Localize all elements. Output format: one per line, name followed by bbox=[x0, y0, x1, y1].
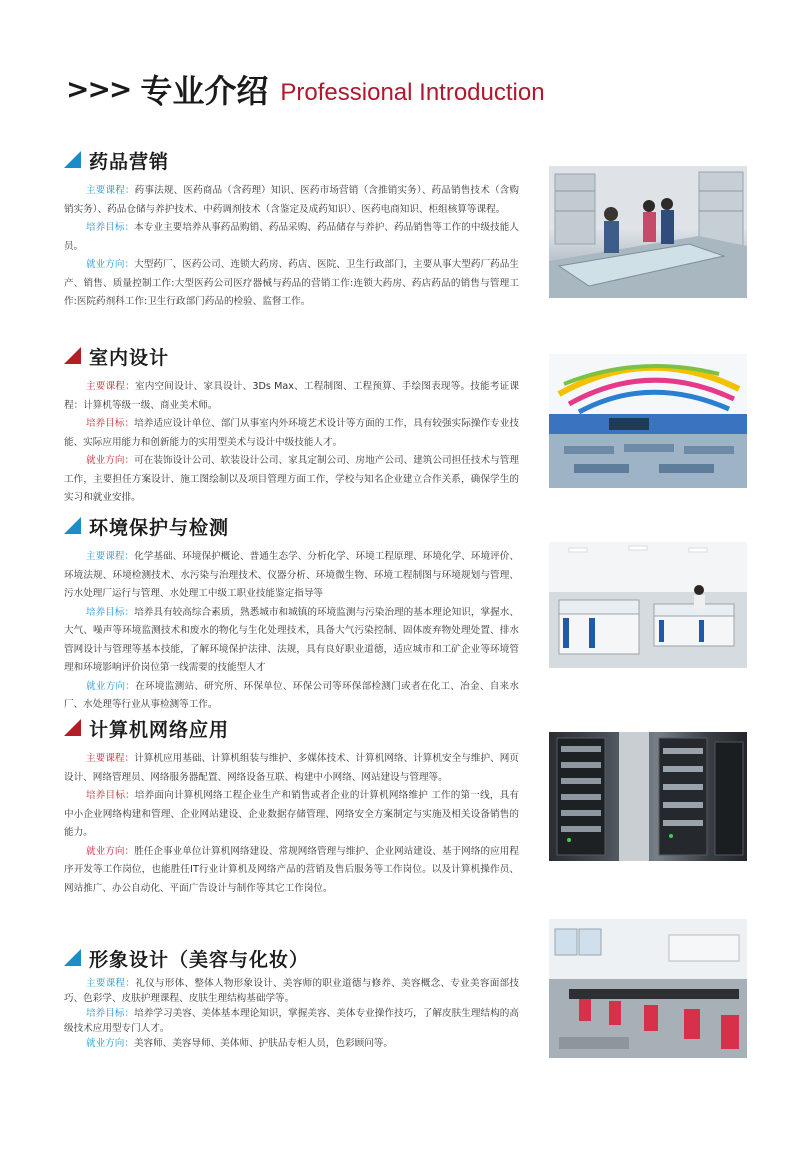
header-arrows: >>> bbox=[66, 72, 131, 106]
goal-paragraph bbox=[64, 604, 519, 678]
career-paragraph bbox=[64, 678, 519, 715]
section-marker-icon bbox=[64, 517, 81, 534]
course-label: 主要课程： bbox=[86, 185, 135, 196]
career-text: 胜任企事业单位计算机网络建设、常规网络管理与维护、企业网站建设、基于网络的应用程序开发等工作岗位，也能胜任IT行业计算机及网络产品的营销及售后服务等工作岗位。以及计算机操作员、网站推广、办公自动化、平面广告设计与制作等其它工作岗位。 bbox=[64, 845, 520, 894]
environment-lab-photo bbox=[549, 542, 747, 668]
course-text: 药事法规、医药商品（含药理）知识、医药市场营销（含推销实务）、药品销售技术（含购销实务）、药品仓储与养护技术、中药调剂技术（含鉴定及成药知识）、医药电商知识、柜组核算等课程。 bbox=[64, 185, 520, 215]
goal-paragraph bbox=[64, 1006, 519, 1036]
goal-text: 培养适应设计单位、部门从事室内外环境艺术设计等方面的工作，具有较强实际操作专业技能、实际应用能力和创新能力的实用型美术与设计中级技能人才。 bbox=[64, 418, 520, 448]
section-marker-icon bbox=[64, 151, 81, 168]
section-title-row bbox=[64, 146, 519, 174]
beauty-scene-image bbox=[549, 919, 747, 1058]
career-paragraph bbox=[64, 452, 519, 508]
course-paragraph bbox=[64, 976, 519, 1006]
goal-label: 培养目标： bbox=[86, 606, 135, 618]
lab-scene-image bbox=[549, 542, 747, 668]
page-header bbox=[66, 66, 545, 114]
course-label: 主要课程： bbox=[86, 381, 135, 392]
goal-text: 本专业主要培养从事药品购销、药品采购、药品储存与养护、药品销售等工作的中级技能人员。 bbox=[64, 222, 520, 252]
goal-text: 培养面向计算机网络工程企业生产和销售或者企业的计算机网络维护 工作的第一线，具有中小企业网络构建和管理、企业网站建设、企业数据存储管理、网络安全方案制定与实施及相关设备销售的能力。 bbox=[64, 790, 519, 838]
course-label: 主要课程： bbox=[86, 753, 135, 764]
design-classroom-photo bbox=[549, 354, 747, 488]
career-paragraph bbox=[64, 256, 519, 312]
section-title-row bbox=[64, 714, 519, 742]
career-paragraph bbox=[64, 843, 519, 899]
beauty-classroom-photo bbox=[549, 919, 747, 1058]
course-text: 礼仪与形体、整体人物形象设计、美容师的职业道德与修养、美容概念、专业美容面部技巧、色彩学、皮肤护理课程、皮肤生理结构基础学等。 bbox=[64, 978, 519, 1004]
career-label: 就业方向： bbox=[86, 845, 135, 857]
section-image-design bbox=[64, 944, 519, 1051]
career-text: 在环境监测站、研究所、环保单位、环保公司等环保部检测门或者在化工、冶金、自来水厂、水处理等行业从事检测等工作。 bbox=[64, 680, 519, 710]
section-title-row bbox=[64, 512, 519, 540]
goal-label: 培养目标： bbox=[86, 1008, 135, 1019]
section-marker-icon bbox=[64, 719, 81, 736]
career-text: 大型药厂、医药公司、连锁大药房、药店、医院、卫生行政部门，主要从事大型药厂药品生产、销售、质量控制工作:大型医药公司医疗器械与药品的营销工作:连锁大药房、药店药品的销售与管理工作:医院药剂科工作:卫生行政部门药品的检验、监督工作。 bbox=[64, 259, 520, 307]
section-marker-icon bbox=[64, 347, 81, 364]
section-title: 药品营销 bbox=[89, 150, 170, 173]
goal-label: 培养目标： bbox=[86, 418, 135, 429]
section-title-row bbox=[64, 944, 519, 972]
goal-text: 培养具有较高综合素质，熟悉城市和城镇的环境监测与污染治理的基本理论知识，掌握水、大气、噪声等环境监测技术和废水的物化与生化处理技术，具备大气污染控制、固体废弃物处理处置、排水管网设计与管理等基本技能，了解环境保护法律、法规，具有良好职业道德，适应城市和工矿企业等环境管理和环境影响评价岗位第一线需要的技能型人才 bbox=[64, 606, 520, 673]
section-title: 计算机网络应用 bbox=[89, 718, 230, 741]
course-label: 主要课程： bbox=[86, 551, 135, 562]
career-text: 可在装饰设计公司、软装设计公司、家具定制公司、房地产公司、建筑公司担任技术与管理工作，主要担任方案设计、施工图绘制以及项目管理方面工作，学校与知名企业建立合作关系，确保学生的实习和就业安排。 bbox=[64, 455, 520, 503]
section-computer-network bbox=[64, 714, 519, 898]
career-text: 美容师、美容导师、美体师、护肤品专柜人员，色彩顾问等。 bbox=[133, 1038, 393, 1049]
section-title: 环境保护与检测 bbox=[89, 516, 230, 539]
career-label: 就业方向： bbox=[86, 455, 135, 466]
pharmacy-classroom-photo bbox=[549, 166, 747, 298]
design-scene-image bbox=[549, 354, 747, 488]
career-label: 就业方向： bbox=[86, 1038, 134, 1049]
goal-paragraph bbox=[64, 787, 519, 843]
page-title-en: Professional Introduction bbox=[280, 78, 545, 106]
course-paragraph bbox=[64, 182, 519, 219]
course-text: 计算机应用基础、计算机组装与维护、多媒体技术、计算机网络、计算机安全与维护、网页设计、网络管理员、网络服务器配置、网络设备互联、构建中小网络、网站建设与管理等。 bbox=[64, 753, 520, 783]
goal-label: 培养目标： bbox=[86, 790, 135, 801]
pharmacy-scene-image bbox=[549, 166, 747, 298]
goal-text: 培养学习美容、美体基本理论知识，掌握美容、美体专业操作技巧，了解皮肤生理结构的高级技术应用型专门人才。 bbox=[64, 1008, 520, 1034]
goal-paragraph bbox=[64, 415, 519, 452]
section-environmental-protection bbox=[64, 512, 519, 715]
server-rack-photo bbox=[549, 732, 747, 861]
course-paragraph bbox=[64, 548, 519, 604]
career-paragraph bbox=[64, 1036, 519, 1051]
career-label: 就业方向： bbox=[86, 680, 136, 692]
goal-label: 培养目标： bbox=[86, 222, 135, 233]
section-title-row bbox=[64, 342, 519, 370]
page-title-cn: 专业介绍 bbox=[140, 72, 269, 110]
goal-paragraph bbox=[64, 219, 519, 256]
course-paragraph bbox=[64, 750, 519, 787]
course-paragraph bbox=[64, 378, 519, 415]
section-interior-design bbox=[64, 342, 519, 508]
course-text: 室内空间设计、家具设计、3Ds Max、工程制图、工程预算、手绘图表现等。技能考证课程：计算机等级一级、商业美术师。 bbox=[64, 381, 520, 411]
server-scene-image bbox=[549, 732, 747, 861]
section-pharmacy-marketing bbox=[64, 146, 519, 312]
course-label: 主要课程： bbox=[86, 978, 136, 989]
career-label: 就业方向： bbox=[86, 259, 135, 270]
course-text: 化学基础、环境保护概论、普通生态学、分析化学、环境工程原理、环境化学、环境评价、环境法规、环境检测技术、水污染与治理技术、仪器分析、环境微生物、环境工程制图与环境规划与管理、污水处理厂运行与管理、水处理工中级工职业技能鉴定指导等 bbox=[64, 551, 520, 599]
section-title: 室内设计 bbox=[89, 346, 170, 369]
section-marker-icon bbox=[64, 949, 81, 966]
section-title: 形象设计（美容与化妆） bbox=[89, 948, 310, 971]
